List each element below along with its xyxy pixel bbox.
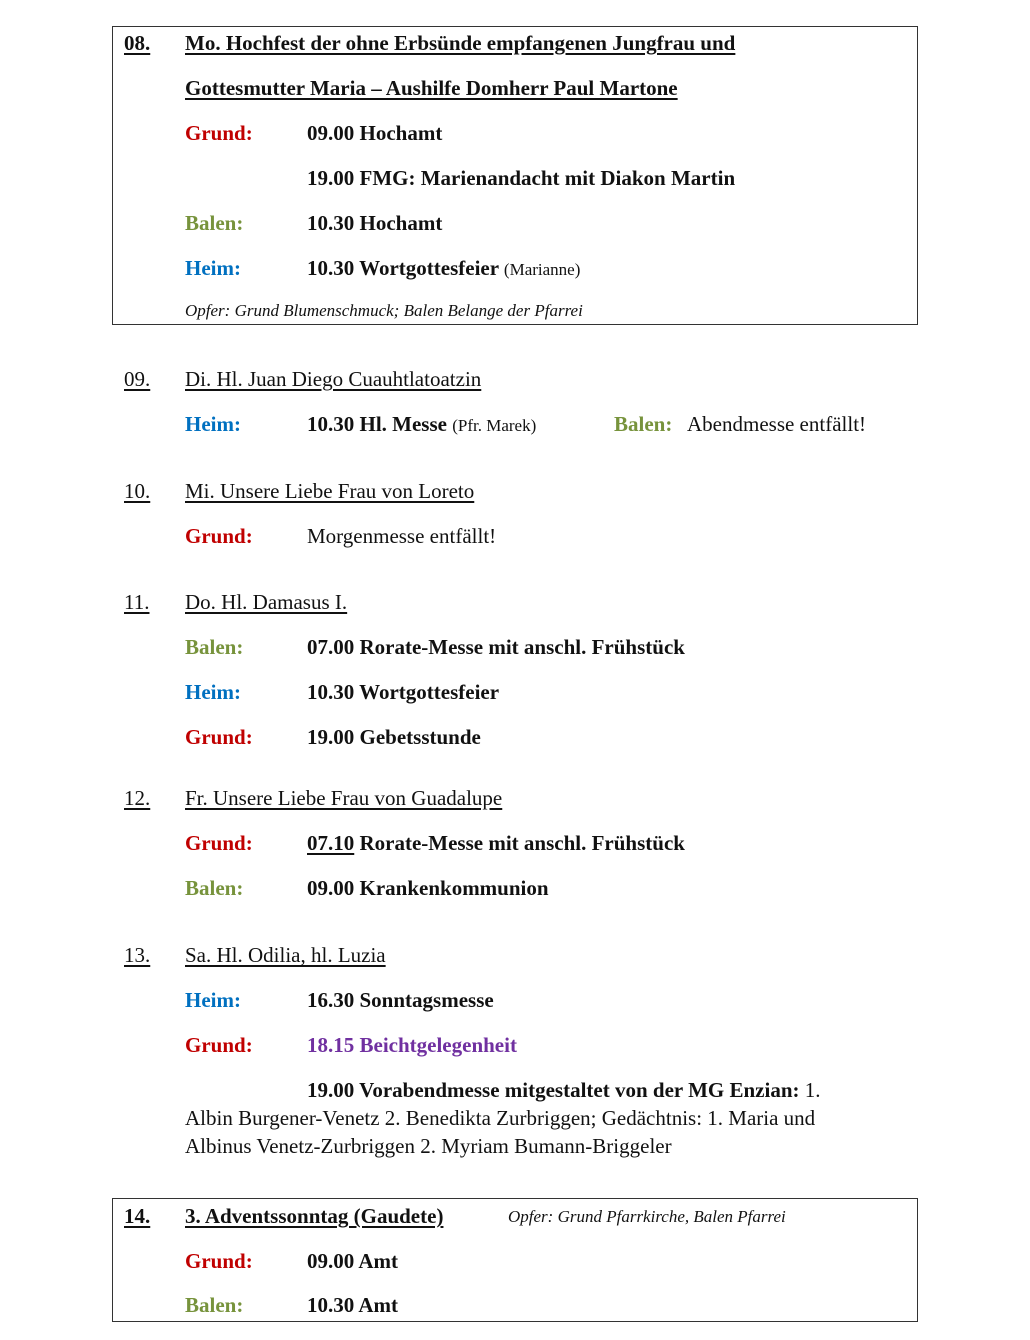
service-entry: Abendmesse entfällt! — [687, 412, 867, 436]
service-entry — [307, 831, 685, 856]
day-title: Mo. Hochfest der ohne Erbsünde empfangenen Jungfrau und — [185, 31, 736, 55]
location-grund: Grund: — [185, 831, 253, 855]
service-entry: 10.30 Wortgottesfeier — [307, 680, 500, 704]
location-balen: Balen: — [185, 876, 244, 900]
service-entry — [307, 256, 580, 281]
offering-note: Opfer: Grund Blumenschmuck; Balen Belange der Pfarrei — [185, 301, 583, 320]
location-grund: Grund: — [185, 1249, 253, 1273]
service-text: 10.30 Wortgottesfeier — [307, 256, 499, 280]
service-entry: 16.30 Sonntagsmesse — [307, 988, 494, 1012]
location-grund: Grund: — [185, 121, 253, 145]
day-number: 13. — [124, 943, 151, 967]
location-grund: Grund: — [185, 524, 253, 548]
service-entry: 09.00 Krankenkommunion — [307, 876, 549, 900]
service-text: 19.00 Vorabendmesse mitgestaltet von der MG Enzian: — [307, 1078, 800, 1102]
offering-note: Opfer: Grund Pfarrkirche, Balen Pfarrei — [508, 1207, 786, 1226]
service-entry: 19.00 FMG: Marienandacht mit Diakon Martin — [307, 166, 736, 190]
service-entry: 09.00 Hochamt — [307, 121, 443, 145]
day-number: 10. — [124, 479, 151, 503]
location-balen: Balen: — [185, 211, 244, 235]
service-text: Rorate-Messe mit anschl. Frühstück — [359, 831, 685, 855]
service-entry — [307, 1078, 821, 1103]
service-text-rest: 1. — [799, 1078, 821, 1102]
location-balen: Balen: — [185, 635, 244, 659]
day-number: 12. — [124, 786, 151, 810]
location-heim: Heim: — [185, 988, 241, 1012]
service-entry: 10.30 Amt — [307, 1293, 398, 1317]
service-note: (Pfr. Marek) — [452, 416, 537, 435]
service-entry: 07.00 Rorate-Messe mit anschl. Frühstück — [307, 635, 685, 659]
service-entry: 19.00 Gebetsstunde — [307, 725, 481, 749]
day-title: Fr. Unsere Liebe Frau von Guadalupe — [185, 786, 503, 810]
location-heim: Heim: — [185, 680, 241, 704]
day-title: Mi. Unsere Liebe Frau von Loreto — [185, 479, 475, 503]
service-text: 10.30 Hl. Messe — [307, 412, 447, 436]
location-balen: Balen: — [614, 412, 673, 436]
service-entry: 10.30 Hochamt — [307, 211, 443, 235]
service-entry: Morgenmesse entfällt! — [307, 524, 497, 548]
service-entry-continued: Albinus Venetz-Zurbriggen 2. Myriam Bumann-Briggeler — [185, 1134, 672, 1158]
service-note: (Marianne) — [503, 260, 581, 279]
day-title: Do. Hl. Damasus I. — [185, 590, 348, 614]
day-title: 3. Adventssonntag (Gaudete) — [185, 1204, 444, 1228]
service-entry-continued: Albin Burgener-Venetz 2. Benedikta Zurbriggen; Gedächtnis: 1. Maria und — [185, 1106, 816, 1130]
day-title-continued: Gottesmutter Maria – Aushilfe Domherr Paul Martone — [185, 76, 678, 100]
location-balen: Balen: — [185, 1293, 244, 1317]
confession-entry: 18.15 Beichtgelegenheit — [307, 1033, 517, 1057]
day-title: Di. Hl. Juan Diego Cuauhtlatoatzin — [185, 367, 482, 391]
day-number: 14. — [124, 1204, 151, 1228]
location-grund: Grund: — [185, 725, 253, 749]
service-entry: 09.00 Amt — [307, 1249, 398, 1273]
day-number: 11. — [124, 590, 150, 614]
location-heim: Heim: — [185, 412, 241, 436]
service-entry — [307, 412, 536, 437]
location-heim: Heim: — [185, 256, 241, 280]
day-title: Sa. Hl. Odilia, hl. Luzia — [185, 943, 386, 967]
location-grund: Grund: — [185, 1033, 253, 1057]
day-number: 09. — [124, 367, 151, 391]
day-number: 08. — [124, 31, 151, 55]
service-time-changed: 07.10 — [307, 831, 355, 855]
